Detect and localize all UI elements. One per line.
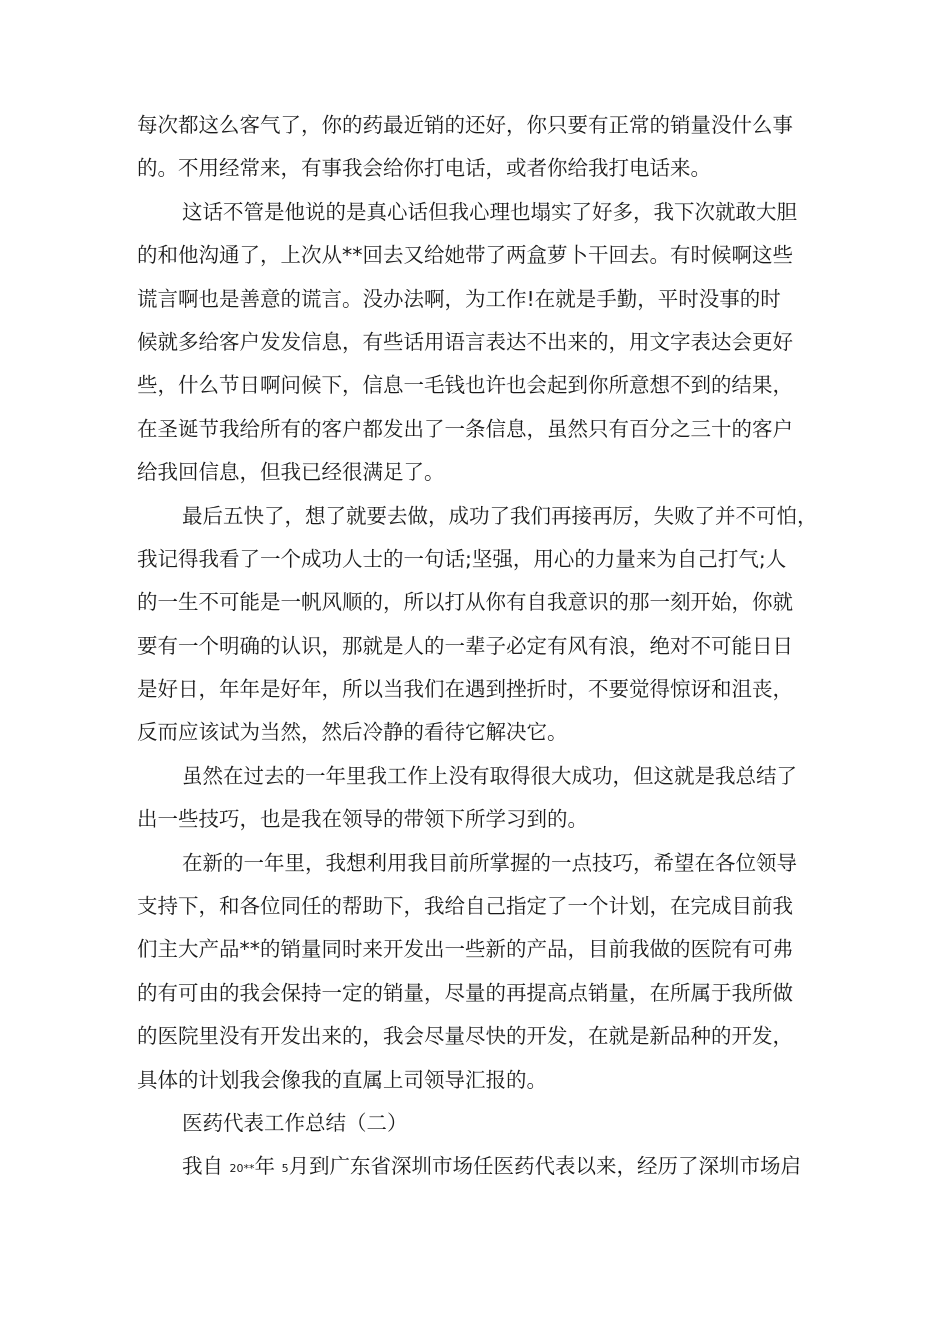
text-line: 虽然在过去的一年里我工作上没有取得很大成功，但这就是我总结了 [182,763,797,788]
section-heading: 医药代表工作总结（二） [182,1110,408,1135]
text-line: 支持下，和各位同任的帮助下，我给自己指定了一个计划，在完成目前我 [137,894,793,919]
text-line: 在新的一年里，我想利用我目前所掌握的一点技巧，希望在各位领导 [182,850,797,875]
text-line: 具体的计划我会像我的直属上司领导汇报的。 [137,1067,547,1092]
last-line-part3: 月到广东省深圳市场任医药代表以来，经历了深圳市场启 [288,1154,802,1179]
last-line-part1: 我自 [182,1154,230,1179]
text-line: 的。不用经常来，有事我会给你打电话，或者你给我打电话来。 [137,156,711,181]
text-line: 候就多给客户发发信息，有些话用语言表达不出来的，用文字表达会更好 [137,329,793,354]
text-line: 们主大产品**的销量同时来开发出一些新的产品，目前我做的医院有可弗 [137,937,793,962]
text-line: 在圣诞节我给所有的客户都发出了一条信息，虽然只有百分之三十的客户 [137,416,793,441]
text-line: 要有一个明确的认识，那就是人的一辈子必定有风有浪，绝对不可能日日 [137,633,793,658]
text-line: 最后五快了，想了就要去做，成功了我们再接再厉，失败了并不可怕， [182,503,818,528]
text-line: 的有可由的我会保持一定的销量，尽量的再提高点销量，在所属于我所做 [137,980,793,1005]
last-line-part2: 年 [254,1154,282,1179]
text-line: 是好日，年年是好年，所以当我们在遇到挫折时，不要觉得惊讶和沮丧， [137,677,793,702]
text-line: 这话不管是他说的是真心话但我心理也塌实了好多，我下次就敢大胆 [182,199,797,224]
month-value: 5 [281,1162,289,1176]
text-line: 的和他沟通了，上次从**回去又给她带了两盒萝卜干回去。有时候啊这些 [137,243,793,268]
text-line: 的一生不可能是一帆风顺的，所以打从你有自我意识的那一刻开始，你就 [137,590,793,615]
text-line: 出一些技巧，也是我在领导的带领下所学习到的。 [137,807,588,832]
text-line: 反而应该试为当然，然后冷静的看待它解决它。 [137,720,568,745]
document-body [137,104,827,1189]
year-value: 20** [229,1162,255,1176]
text-line: 我记得我看了一个成功人士的一句话;坚强，用心的力量来为自己打气;人 [137,546,787,571]
text-line: 的医院里没有开发出来的，我会尽量尽快的开发，在就是新品种的开发， [137,1024,793,1049]
text-line-last [137,1145,827,1188]
text-line: 每次都这么客气了，你的药最近销的还好，你只要有正常的销量没什么事 [137,113,793,137]
text-line: 给我回信息，但我已经很满足了。 [137,460,445,485]
text-line: 谎言啊也是善意的谎言。没办法啊，为工作!在就是手勤，平时没事的时 [137,286,781,311]
text-line: 些，什么节日啊问候下，信息一毛钱也许也会起到你所意想不到的结果， [137,373,793,398]
